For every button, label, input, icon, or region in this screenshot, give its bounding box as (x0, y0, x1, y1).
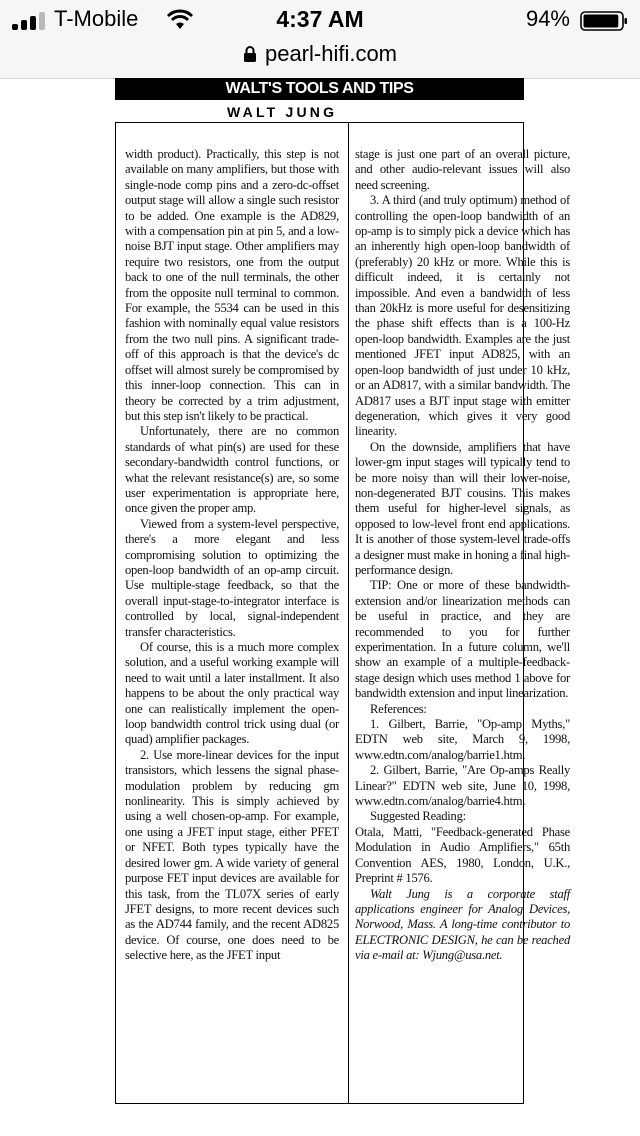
paragraph: stage is just one part of an overall picture, and other audio-relevant issues will also need screening. (355, 147, 570, 192)
author-heading: WALT JUNG (227, 104, 338, 120)
battery-icon (580, 11, 628, 31)
suggested-reading-heading: Suggested Reading: (370, 809, 466, 824)
clock: 4:37 AM (276, 6, 364, 32)
tip-paragraph: TIP: One or more of these bandwidth-extension and/or linearization methods can be useful in practice, and they are recommended to you for further experimentation. In a future column, we'll show an example of a multiple-feedback-stage design which uses method 1 above for bandwidth extension and input linearization. (355, 578, 570, 701)
reference-item: 2. Gilbert, Barrie, "Are Op-amps Really Linear?" EDTN web site, June 10, 1998, www.edtn.com/analog/barrie4.htm. (355, 763, 570, 809)
suggested-reading-item: Otala, Matti, "Feedback-generated Phase Modulation in Audio Amplifiers," 65th Convention AES, 1980, London, U.K., Preprint # 1576. (355, 824, 570, 886)
browser-chrome (0, 0, 640, 79)
author-bio: Walt Jung is a corporate staff applications engineer for Analog Devices, Norwood, Mass. A long-time contributor to ELECTRONIC DESIGN, he can be reached via e-mail at: Wjung@usa.net. (355, 886, 570, 963)
status-bar (0, 0, 640, 40)
battery-percentage: 94% (525, 6, 570, 31)
references-heading: References: (370, 701, 427, 716)
carrier-name: T-Mobile (54, 6, 139, 31)
paragraph: 3. A third (and truly optimum) method of controlling the open-loop bandwidth of an op-amp is to simply pick a device which has an inherently high open-loop bandwidth of (preferably) 20 kHz or more. While this is difficult indeed, it is certainly not impossible. And even a bandwidth of less than 20kHz is more useful for desensitizing the phase shift effects than is a 100-Hz open-loop bandwidth. Examples are the just mentioned JFET input AD825, with an open-loop bandwidth of just under 10 kHz, or an AD817, with a similar bandwidth. The AD817 uses a BJT input stage with emitter degeneration, which gives it very good linearity. (355, 193, 570, 439)
lock-icon (243, 45, 257, 63)
column-banner: WALT'S TOOLS AND TIPS (115, 78, 524, 100)
paragraph: Viewed from a system-level perspective, there's a more elegant and less compromising solution to optimizing the open-loop bandwidth of an op-amp circuit. Use multiple-stage feedback, so that the overall input-stage-to-integrator interface is controlled by local, signal-independent transfer characteristics. (125, 516, 339, 639)
left-column (125, 147, 339, 964)
paragraph: Of course, this is a much more complex solution, and a useful working example will need to wait until a later installment. It also happens to be about the only practical way one can realistically implement the open-loop bandwidth control trick using dual (or quad) amplifier packages. (125, 640, 339, 747)
reference-item: 1. Gilbert, Barrie, "Op-amp Myths," EDTN web site, March 9, 1998, www.edtn.com/analog/barrie1.htm. (355, 717, 570, 762)
column-divider (348, 122, 349, 1103)
address-bar[interactable] (0, 40, 640, 70)
right-column (355, 147, 570, 964)
url-text: pearl-hifi.com (264, 41, 398, 67)
paragraph: width product). Practically, this step is not available on many amplifiers, but those with single-node comp pins and a zero-dc-offset output stage will allow a single such resistor to be added. One example is the AD829, with a compensation pin at pin 5, and a low-noise BJT input stage. Other amplifiers may require two resistors, one from the output back to one of the null terminals, the other from the opposite null terminal to common. For example, the 5534 can be used in this fashion with nominally equal value resistors from the two null pins. A significant trade-off of this approach is that the device's dc offset will almost surely be compromised by this inner-loop connection. This can in theory be corrected by a trim adjustment, but this step isn't likely to be practical. (125, 147, 339, 423)
paragraph: 2. Use more-linear devices for the input transistors, which lessens the signal phase-modulation problem by reducing gm nonlinearity. This is simply achieved by using a well chosen-op-amp. For example, one using a JFET input stage, either PFET or NFET. Both types typically have the desired lower gm. A wide variety of general purpose FET input devices are available for this task, from the TL07X series of early JFET designs, to more recent devices such as the AD744 family, and the recent AD825 device. Of course, one does need to be selective here, as the JFET input (125, 747, 339, 963)
paragraph: Unfortunately, there are no common standards of what pin(s) are used for these secondary-bandwidth control functions, or what the relevant resistance(s) are, so some user experimentation is appropriate here, once given the proper amp. (125, 424, 339, 516)
paragraph: On the downside, amplifiers that have lower-gm input stages will typically tend to be more noisy than will their lower-noise, non-degenerated BJT cousins. This makes them useful for higher-level signals, as opposed to low-level front end applications. It is another of those system-level trade-offs a designer must make in honing a final high-performance design. (355, 439, 570, 577)
